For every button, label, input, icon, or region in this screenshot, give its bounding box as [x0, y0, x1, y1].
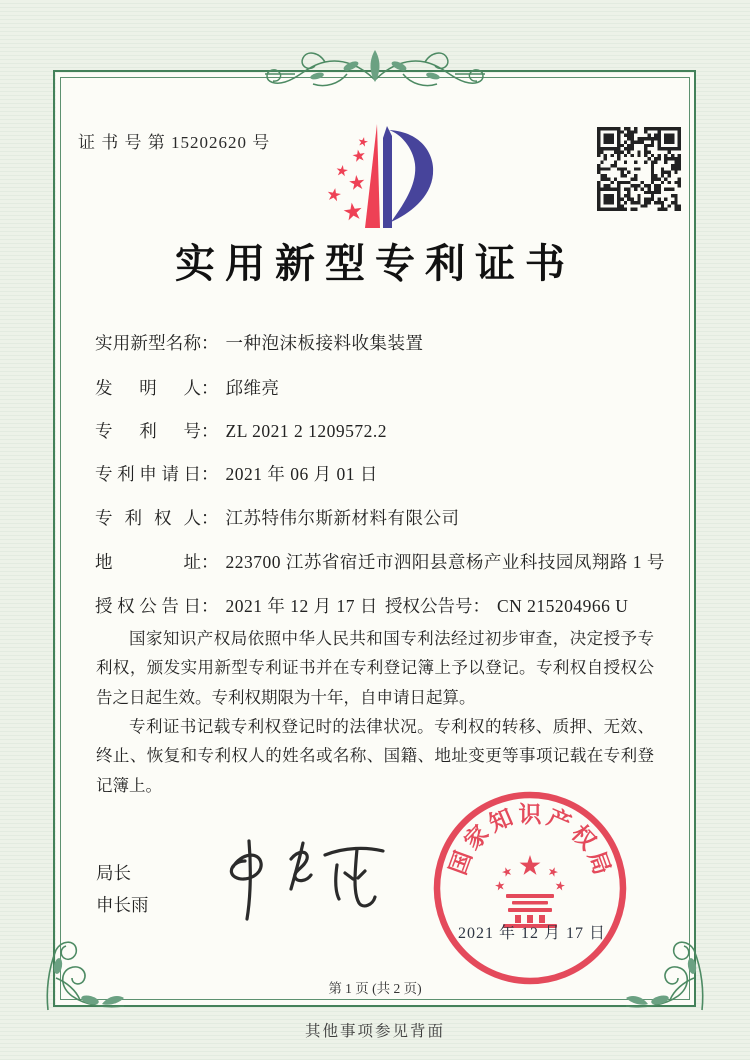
signer-role: 局长 [96, 863, 131, 883]
certificate-title: 实用新型专利证书 [175, 241, 575, 286]
field-row-address: 地址： 223700 江苏省宿迁市泗阳县意杨产业科技园凤翔路 1 号 [95, 549, 675, 574]
svg-text:产: 产 [543, 804, 575, 837]
field-label: 专利申请日 [95, 464, 201, 484]
field-value-grant-date: 2021 年 12 月 17 日 [225, 596, 378, 616]
field-label: 实用新型名称 [95, 333, 201, 353]
certificate-number: 证 书 号 第 15202620 号 [78, 133, 271, 152]
official-seal-icon [430, 788, 630, 988]
field-label: 专利号 [95, 421, 201, 441]
seal-date: 2021 年 12 月 17 日 [458, 925, 607, 942]
field-value-inventor: 邱维亮 [225, 378, 280, 398]
signature-handwriting-icon [205, 835, 395, 925]
page-number: 第 1 页 (共 2 页) [328, 981, 422, 996]
field-label: 地址 [95, 552, 201, 572]
field-row-grant: 授权公告日： 2021 年 12 月 17 日 授权公告号： CN 215204966 U [95, 593, 675, 618]
field-value-grant-no: CN 215204966 U [497, 596, 629, 616]
svg-text:知: 知 [485, 804, 517, 837]
field-label: 授权公告号 [385, 596, 473, 616]
logo-blue-bar [383, 126, 392, 228]
back-side-note: 其他事项参见背面 [304, 1023, 445, 1040]
legal-text-block [96, 624, 654, 800]
field-value-patentee: 江苏特伟尔斯新材料有限公司 [225, 508, 460, 528]
field-row-filing-date: 专利申请日： 2021 年 06 月 01 日 [95, 461, 675, 486]
field-row-patent-no: 专利号： ZL 2021 2 1209572.2 [95, 418, 675, 443]
legal-paragraph-1: 国家知识产权局依照中华人民共和国专利法经过初步审查，决定授予专利权，颁发实用新型专利证书并在专利登记簿上予以登记。专利权自授权公告之日起生效。专利权期限为十年，自申请日起算。 [96, 629, 654, 707]
field-row-inventor: 发明人： 邱维亮 [95, 375, 675, 400]
qr-code-icon [597, 127, 681, 211]
legal-paragraph-2: 专利证书记载专利权登记时的法律状况。专利权的转移、质押、无效、终止、恢复和专利权人的姓名或名称、国籍、地址变更等事项记载在专利登记簿上。 [96, 717, 654, 795]
field-value-name: 一种泡沫板接料收集装置 [225, 333, 424, 353]
bottom-left-flourish-ornament [42, 938, 127, 1013]
field-value-address: 223700 江苏省宿迁市泗阳县意杨产业科技园凤翔路 1 号 [225, 552, 665, 572]
seal-national-emblem [494, 855, 565, 928]
svg-text:权: 权 [566, 820, 601, 855]
logo-blue-bowl [389, 130, 433, 222]
field-row-patentee: 专利权人： 江苏特伟尔斯新材料有限公司 [95, 505, 675, 530]
bottom-right-flourish-ornament [623, 938, 708, 1013]
field-label: 发明人 [95, 378, 201, 398]
field-label: 授权公告日 [95, 596, 201, 616]
cnipa-logo-icon [323, 116, 441, 240]
field-label: 专利权人 [95, 508, 201, 528]
field-group-grant-no: 授权公告号： CN 215204966 U [385, 596, 629, 616]
field-row-name: 实用新型名称： 一种泡沫板接料收集装置 [95, 330, 675, 355]
signer-name: 申长雨 [96, 895, 149, 915]
logo-red-triangle [365, 124, 380, 228]
svg-text:识: 识 [518, 802, 542, 827]
top-flourish-ornament [265, 44, 485, 92]
logo-stars [326, 136, 368, 221]
field-value-filing-date: 2021 年 06 月 01 日 [225, 464, 378, 484]
svg-text:家: 家 [459, 820, 494, 855]
field-value-patent-no: ZL 2021 2 1209572.2 [225, 421, 387, 441]
svg-text:局: 局 [583, 847, 615, 878]
svg-text:国: 国 [445, 847, 477, 878]
